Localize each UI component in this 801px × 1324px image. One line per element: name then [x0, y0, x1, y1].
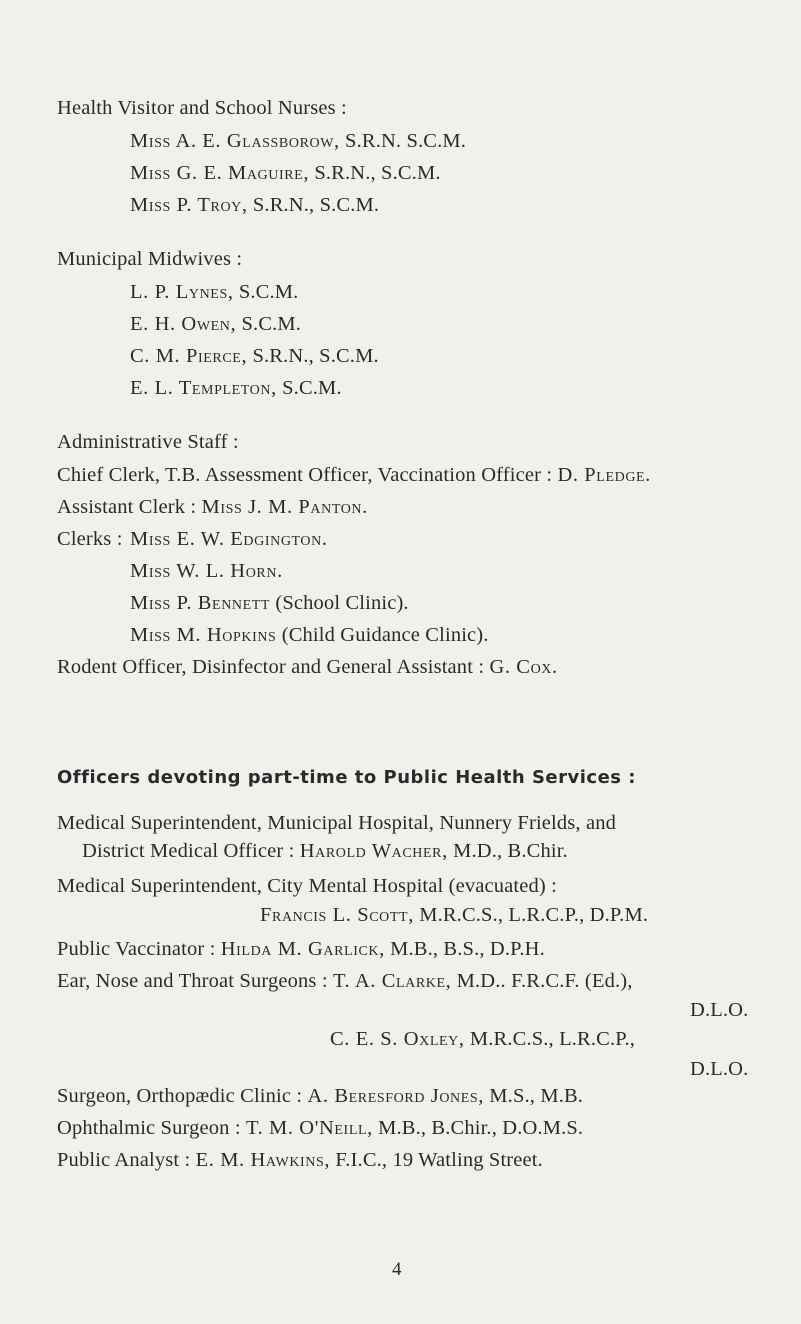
staff-role: District Medical Officer : — [82, 840, 300, 862]
page-number: 4 — [392, 1259, 402, 1280]
health-visitors-heading: Health Visitor and School Nurses : — [57, 97, 347, 119]
med-supt-1-entry — [82, 838, 568, 864]
staff-qualifications: M.B., B.Chir., D.O.M.S. — [372, 1117, 584, 1139]
staff-role: Ophthalmic Surgeon : — [57, 1117, 246, 1139]
staff-name: Miss W. L. Horn. — [130, 560, 283, 582]
staff-name: T. A. Clarke, — [332, 970, 452, 992]
staff-name: E. L. Templeton, — [130, 377, 277, 399]
staff-qualifications: S.C.M. — [236, 313, 302, 335]
staff-name: E. M. Hawkins, — [195, 1149, 331, 1171]
chief-clerk-entry — [57, 462, 651, 488]
staff-role: Public Analyst : — [57, 1149, 196, 1171]
rodent-officer-entry — [57, 654, 558, 680]
staff-name: Miss G. E. Maguire, — [130, 162, 310, 184]
ent-entry-2 — [330, 1026, 635, 1052]
staff-qualifications: M.D.. F.R.C.F. (Ed.), — [451, 970, 633, 992]
vaccinator-entry — [57, 936, 545, 962]
staff-qualifications: S.R.N. S.C.M. — [339, 130, 467, 152]
staff-role: Chief Clerk, T.B. Assessment Officer, Vaccination Officer : — [57, 464, 558, 486]
staff-qualifications: M.R.C.S., L.R.C.P., D.P.M. — [413, 904, 649, 926]
staff-name: Miss E. W. Edgington. — [130, 528, 328, 550]
admin-heading: Administrative Staff : — [57, 431, 239, 453]
staff-note: (School Clinic). — [270, 592, 409, 614]
staff-name: E. H. Owen, — [130, 313, 237, 335]
staff-qualifications: M.R.C.S., L.R.C.P., — [464, 1028, 636, 1050]
staff-qualifications: S.C.M. — [276, 377, 342, 399]
ortho-entry — [57, 1083, 583, 1109]
ent-1-quals-cont: D.L.O. — [690, 999, 749, 1021]
staff-qualifications: M.D., B.Chir. — [447, 840, 568, 862]
clerk-entry — [130, 526, 328, 552]
staff-qualifications: M.B., B.S., D.P.H. — [384, 938, 545, 960]
midwife-entry — [130, 279, 298, 305]
staff-qualifications: S.R.N., S.C.M. — [309, 162, 441, 184]
staff-role: Surgeon, Orthopædic Clinic : — [57, 1085, 308, 1107]
staff-qualifications: S.C.M. — [233, 281, 299, 303]
med-supt-1-line: Medical Superintendent, Municipal Hospital, Nunnery Frields, and — [57, 812, 617, 834]
staff-role: Ear, Nose and Throat Surgeons : — [57, 970, 333, 992]
staff-name: L. P. Lynes, — [130, 281, 234, 303]
analyst-entry — [57, 1147, 543, 1173]
staff-role: Rodent Officer, Disinfector and General Assistant : — [57, 656, 490, 678]
staff-name: T. M. O'Neill, — [245, 1117, 373, 1139]
midwife-entry — [130, 343, 379, 369]
health-visitor-entry — [130, 192, 379, 218]
clerk-entry — [130, 622, 489, 648]
health-visitor-entry — [130, 128, 466, 154]
staff-name: A. Beresford Jones, — [307, 1085, 485, 1107]
assistant-clerk-entry — [57, 494, 368, 520]
staff-name: Miss P. Troy, — [130, 194, 248, 216]
staff-name: C. M. Pierce, — [130, 345, 248, 367]
part-time-heading: Officers devoting part-time to Public Health Services : — [57, 767, 636, 788]
midwife-entry — [130, 375, 342, 401]
health-visitor-entry — [130, 160, 441, 186]
staff-name: Miss P. Bennett — [130, 592, 271, 614]
staff-name: Hilda M. Garlick, — [220, 938, 385, 960]
staff-name: Miss J. M. Panton. — [201, 496, 368, 518]
med-supt-2-role: Medical Superintendent, City Mental Hospital (evacuated) : — [57, 875, 557, 897]
midwife-entry — [130, 311, 301, 337]
staff-name: Miss M. Hopkins — [130, 624, 277, 646]
med-supt-2-entry — [260, 902, 648, 928]
staff-name: Miss A. E. Glassborow, — [130, 130, 340, 152]
clerks-label: Clerks : — [57, 528, 123, 550]
staff-note: (Child Guidance Clinic). — [276, 624, 489, 646]
staff-name: Francis L. Scott, — [260, 904, 414, 926]
staff-name: G. Cox. — [489, 656, 558, 678]
clerk-entry — [130, 558, 283, 584]
ophth-entry — [57, 1115, 583, 1141]
staff-qualifications: S.R.N., S.C.M. — [247, 345, 379, 367]
staff-role: Assistant Clerk : — [57, 496, 202, 518]
ent-2-quals-cont: D.L.O. — [690, 1058, 749, 1080]
midwives-heading: Municipal Midwives : — [57, 248, 243, 270]
staff-name: C. E. S. Oxley, — [330, 1028, 465, 1050]
clerk-entry — [130, 590, 409, 616]
staff-name: D. Pledge. — [557, 464, 651, 486]
staff-qualifications: M.S., M.B. — [484, 1085, 584, 1107]
staff-qualifications: F.I.C., 19 Watling Street. — [330, 1149, 543, 1171]
ent-entry-1 — [57, 968, 633, 994]
staff-qualifications: S.R.N., S.C.M. — [247, 194, 380, 216]
staff-name: Harold Wacher, — [299, 840, 448, 862]
staff-role: Public Vaccinator : — [57, 938, 221, 960]
